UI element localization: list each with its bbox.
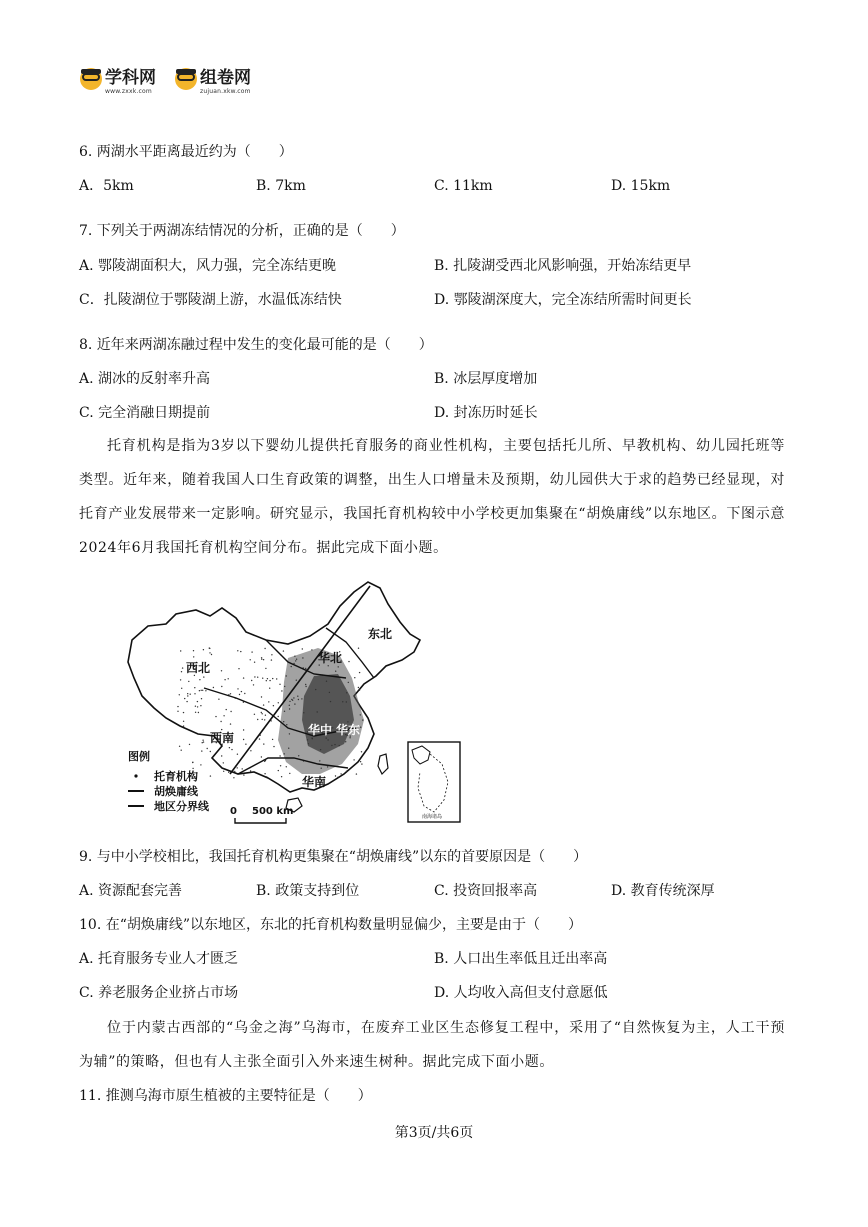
q7-option-a: A. 鄂陵湖面积大，风力强，完全冻结更晚 — [79, 258, 337, 274]
childcare-dot — [199, 679, 200, 680]
childcare-dot — [229, 747, 230, 748]
childcare-dot — [220, 721, 221, 722]
childcare-dot — [280, 765, 281, 766]
childcare-dot — [192, 762, 193, 763]
scale-bar — [235, 818, 286, 823]
q9-stem: 9. 与中小学校相比，我国托育机构更集聚在“胡焕庸线”以东的首要原因是（ ） — [79, 849, 588, 865]
childcare-dot — [241, 691, 242, 692]
childcare-dot — [278, 770, 279, 771]
childcare-dot — [245, 744, 246, 745]
childcare-dot — [233, 777, 234, 778]
childcare-dot — [180, 650, 181, 651]
childcare-dot — [272, 678, 273, 679]
childcare-dot — [201, 698, 202, 699]
childcare-dot — [224, 679, 225, 680]
childcare-dot — [183, 712, 184, 713]
q10-option-d: D. 人均收入高但支付意愿低 — [434, 985, 608, 1001]
childcare-dot — [326, 737, 327, 738]
childcare-dot — [250, 770, 251, 771]
childcare-dot — [186, 701, 187, 702]
childcare-dot — [210, 751, 211, 752]
childcare-dot — [226, 709, 227, 710]
childcare-dot — [268, 701, 269, 702]
childcare-dot — [359, 672, 360, 673]
childcare-dot — [319, 760, 320, 761]
childcare-dot — [289, 708, 290, 709]
childcare-dot — [259, 738, 260, 739]
childcare-dot — [298, 699, 299, 700]
childcare-dot — [183, 721, 184, 722]
childcare-dot — [197, 706, 198, 707]
region-label-dongbei: 东北 — [368, 627, 393, 641]
childcare-dot — [317, 711, 318, 712]
q8-option-a: A. 湖冰的反射率升高 — [79, 371, 211, 387]
childcare-dot — [346, 701, 347, 702]
childcare-dot — [243, 677, 244, 678]
childcare-dot — [330, 701, 331, 702]
childcare-dot — [307, 739, 308, 740]
childcare-dot — [193, 656, 194, 657]
childcare-dot — [211, 654, 212, 655]
childcare-dot — [181, 671, 182, 672]
childcare-dot — [265, 715, 266, 716]
childcare-dot — [359, 690, 360, 691]
q7-option-b: B. 扎陵湖受西北风影响强，开始冻结更早 — [434, 258, 692, 274]
childcare-dot — [284, 711, 285, 712]
childcare-dot — [202, 742, 203, 743]
legend-item-boundary: 地区分界线 — [154, 800, 209, 813]
childcare-dot — [262, 678, 263, 679]
childcare-dot — [250, 659, 251, 660]
childcare-dot — [286, 724, 287, 725]
childcare-dot — [315, 689, 316, 690]
childcare-dot — [261, 657, 262, 658]
childcare-dot — [238, 668, 239, 669]
childcare-dot — [207, 748, 208, 749]
childcare-dot — [293, 697, 294, 698]
childcare-dot — [358, 687, 359, 688]
childcare-dot — [286, 675, 287, 676]
logo-zxxk-icon — [80, 68, 102, 90]
q10-option-b: B. 人口出生率低且迁出率高 — [434, 951, 608, 967]
q11-stem: 11. 推测乌海市原生植被的主要特征是（ ） — [79, 1088, 372, 1104]
childcare-dot — [289, 733, 290, 734]
childcare-dot — [243, 729, 244, 730]
scale-zero: 0 — [230, 806, 237, 817]
childcare-dot — [342, 701, 343, 702]
childcare-dot — [199, 690, 200, 691]
q6-stem: 6. 两湖水平距离最近约为（ ） — [79, 144, 293, 160]
childcare-dot — [234, 771, 235, 772]
childcare-dot — [230, 723, 231, 724]
q10-option-a: A. 托育服务专业人才匮乏 — [79, 951, 239, 967]
childcare-dot — [213, 687, 214, 688]
childcare-dot — [262, 719, 263, 720]
childcare-dot — [183, 725, 184, 726]
childcare-dot — [189, 744, 190, 745]
childcare-dot — [237, 754, 238, 755]
childcare-dot — [291, 666, 292, 667]
childcare-dot — [177, 711, 178, 712]
childcare-dot — [198, 712, 199, 713]
childcare-dot — [305, 668, 306, 669]
legend-item-childcare: 托育机构 — [154, 770, 198, 783]
childcare-dot — [205, 690, 206, 691]
childcare-dot — [209, 652, 210, 653]
childcare-dot — [237, 650, 238, 651]
childcare-dot — [331, 745, 332, 746]
childcare-dot — [194, 693, 195, 694]
logo-zujuan-url: zujuan.xkw.com — [200, 88, 251, 95]
childcare-dot — [265, 668, 266, 669]
childcare-dot — [237, 688, 238, 689]
childcare-dot — [361, 751, 362, 752]
childcare-dot — [257, 719, 258, 720]
q6-option-c: C. 11km — [434, 178, 493, 194]
childcare-dot — [264, 719, 265, 720]
childcare-dot — [200, 705, 201, 706]
childcare-dot — [308, 743, 309, 744]
childcare-dot — [240, 651, 241, 652]
childcare-dot — [269, 688, 270, 689]
childcare-dot — [267, 678, 268, 679]
childcare-dot — [273, 705, 274, 706]
childcare-dot — [335, 671, 336, 672]
childcare-dot — [328, 665, 329, 666]
childcare-dot — [218, 699, 219, 700]
childcare-dot — [297, 696, 298, 697]
childcare-dot — [223, 771, 224, 772]
childcare-dot — [202, 690, 203, 691]
childcare-dot — [332, 727, 333, 728]
childcare-dot — [215, 716, 216, 717]
childcare-dot — [301, 698, 302, 699]
q9-option-b: B. 政策支持到位 — [256, 883, 360, 899]
childcare-dot — [181, 688, 182, 689]
childcare-dot — [221, 670, 222, 671]
childcare-dot — [263, 704, 264, 705]
childcare-dot — [261, 696, 262, 697]
childcare-dot — [327, 739, 328, 740]
childcare-dot — [261, 659, 262, 660]
q8-stem: 8. 近年来两湖冻融过程中发生的变化最可能的是（ ） — [79, 337, 433, 353]
childcare-dot — [201, 750, 202, 751]
childcare-dot — [362, 719, 363, 720]
q7-option-d: D. 鄂陵湖深度大，完全冻结所需时间更长 — [434, 292, 692, 308]
childcare-dot — [320, 749, 321, 750]
childcare-dot — [179, 746, 180, 747]
q7-stem: 7. 下列关于两湖冻结情况的分析，正确的是（ ） — [79, 223, 405, 239]
childcare-dot — [311, 737, 312, 738]
legend-title: 图例 — [128, 750, 150, 763]
childcare-dot — [195, 712, 196, 713]
childcare-dot — [283, 650, 284, 651]
childcare-dot — [237, 767, 238, 768]
childcare-dot — [200, 764, 201, 765]
q6-option-b: B. 7km — [256, 178, 306, 194]
childcare-dot — [266, 776, 267, 777]
region-label-huabei: 华北 — [318, 651, 343, 665]
childcare-dot — [182, 667, 183, 668]
childcare-dot — [254, 714, 255, 715]
childcare-dot — [264, 648, 265, 649]
q9-option-d: D. 教育传统深厚 — [611, 883, 715, 899]
childcare-dot — [271, 659, 272, 660]
q8-option-b: B. 冰层厚度增加 — [434, 371, 538, 387]
childcare-dot — [195, 706, 196, 707]
childcare-dot — [244, 693, 245, 694]
childcare-dot — [303, 712, 304, 713]
childcare-dot — [289, 701, 290, 702]
q8-option-d: D. 封冻历时延长 — [434, 405, 538, 421]
childcare-dot — [242, 768, 243, 769]
childcare-dot — [257, 677, 258, 678]
childcare-dot — [190, 694, 191, 695]
childcare-dot — [295, 660, 296, 661]
region-label-xinan: 西南 — [210, 731, 235, 745]
childcare-dot — [337, 777, 338, 778]
childcare-dot — [348, 661, 349, 662]
logo-zxxk-url: www.zxxk.com — [105, 88, 152, 95]
region-label-huanan: 华南 — [302, 775, 327, 789]
childcare-dot — [251, 651, 252, 652]
childcare-dot — [298, 755, 299, 756]
childcare-dot — [193, 650, 194, 651]
childcare-dot — [305, 684, 306, 685]
childcare-dot — [223, 762, 224, 763]
childcare-dot — [261, 756, 262, 757]
q8-option-c: C. 完全消融日期提前 — [79, 405, 211, 421]
childcare-dot — [223, 715, 224, 716]
childcare-dot — [321, 768, 322, 769]
childcare-dot — [266, 680, 267, 681]
childcare-dot — [269, 680, 270, 681]
passage-childcare-text: 托育机构是指为3岁以下婴幼儿提供托育服务的商业性机构，主要包括托儿所、早教机构、幼儿园托班等类型。近年来，随着我国人口生育政策的调整，出生人口增量未及预期，幼儿园供大于求的趋势已经显现，对托育产业发展带来一定影响。研究显示，我国托育机构较中小学校更加集聚在“胡焕庸线”以东地区。下图示意2024年6月我国托育机构空间分布。据此完成下面小题。 — [79, 438, 785, 556]
q9-option-a: A. 资源配套完善 — [79, 883, 183, 899]
childcare-dot — [231, 749, 232, 750]
passage-wuhai — [79, 1011, 785, 1079]
childcare-dot — [203, 649, 204, 650]
childcare-dot — [179, 694, 180, 695]
childcare-dot — [348, 682, 349, 683]
childcare-dot — [250, 750, 251, 751]
childcare-dot — [294, 656, 295, 657]
q7-option-c: C．扎陵湖位于鄂陵湖上游，水温低冻结快 — [79, 292, 342, 308]
childcare-dot — [302, 657, 303, 658]
childcare-dot — [228, 772, 229, 773]
q6-option-a: A．5km — [79, 178, 134, 194]
childcare-dot — [177, 706, 178, 707]
childcare-dot — [305, 686, 306, 687]
legend-item-hu-line: 胡焕庸线 — [154, 785, 198, 798]
china-outline — [128, 582, 420, 792]
childcare-dot — [264, 773, 265, 774]
childcare-dot — [358, 648, 359, 649]
scale-label: 500 km — [252, 806, 294, 817]
childcare-dot — [263, 659, 264, 660]
childcare-dot — [201, 690, 202, 691]
childcare-dot — [188, 681, 189, 682]
childcare-dot — [202, 740, 203, 741]
childcare-dot — [251, 680, 252, 681]
childcare-dot — [230, 711, 231, 712]
q6-option-d: D. 15km — [611, 178, 671, 194]
childcare-dot — [276, 678, 277, 679]
childcare-distribution-map — [118, 578, 470, 828]
childcare-dot — [283, 721, 284, 722]
childcare-dot — [273, 746, 274, 747]
childcare-dot — [278, 702, 279, 703]
childcare-dot — [279, 684, 280, 685]
childcare-dot — [210, 775, 211, 776]
logo-zujuan-icon — [175, 68, 197, 90]
childcare-dot — [272, 739, 273, 740]
q10-stem: 10. 在“胡焕庸线”以东地区，东北的托育机构数量明显偏少，主要是由于（ ） — [79, 917, 583, 933]
childcare-dot — [296, 680, 297, 681]
childcare-dot — [339, 745, 340, 746]
childcare-dot — [334, 744, 335, 745]
childcare-dot — [187, 693, 188, 694]
childcare-dot — [338, 666, 339, 667]
childcare-dot — [254, 662, 255, 663]
childcare-dot — [327, 766, 328, 767]
region-label-huadong: 华东 — [336, 723, 361, 737]
childcare-dot — [284, 686, 285, 687]
childcare-dot — [356, 773, 357, 774]
childcare-dot — [230, 693, 231, 694]
page-number: 第3页/共6页 — [394, 1125, 474, 1141]
childcare-dot — [361, 763, 362, 764]
childcare-dot — [281, 776, 282, 777]
q10-option-c: C. 养老服务企业挤占市场 — [79, 985, 239, 1001]
childcare-dot — [278, 716, 279, 717]
childcare-dot — [326, 681, 327, 682]
childcare-dot — [243, 774, 244, 775]
childcare-dot — [263, 743, 264, 744]
childcare-dot — [254, 676, 255, 677]
childcare-dot — [281, 690, 282, 691]
passage-childcare — [79, 429, 785, 565]
childcare-dot — [360, 727, 361, 728]
inset-label: 南海诸岛 — [422, 814, 443, 820]
childcare-dot — [291, 699, 292, 700]
childcare-dot — [228, 678, 229, 679]
childcare-dot — [203, 676, 204, 677]
taiwan-island — [378, 754, 388, 774]
childcare-dot — [340, 773, 341, 774]
passage-wuhai-text: 位于内蒙古西部的“乌金之海”乌海市，在废弃工业区生态修复工程中，采用了“自然恢复为主，人工干预为辅”的策略，但也有人主张全面引入外来速生树种。据此完成下面小题。 — [79, 1020, 785, 1070]
logo-zxxk-name: 学科网 — [105, 68, 156, 88]
logo-zxxk — [80, 68, 156, 96]
childcare-dot — [184, 698, 185, 699]
childcare-dot — [239, 694, 240, 695]
childcare-dot — [296, 659, 297, 660]
region-label-huazhong: 华中 — [308, 723, 333, 737]
childcare-dot — [360, 761, 361, 762]
childcare-dot — [346, 692, 347, 693]
childcare-dot — [221, 686, 222, 687]
childcare-dot — [262, 713, 263, 714]
logo-zujuan — [175, 68, 251, 96]
childcare-dot — [288, 748, 289, 749]
childcare-dot — [311, 649, 312, 650]
childcare-dot — [221, 755, 222, 756]
childcare-dot — [294, 703, 295, 704]
childcare-dot — [194, 687, 195, 688]
childcare-dot — [180, 679, 181, 680]
childcare-dot — [209, 648, 210, 649]
childcare-dot — [289, 705, 290, 706]
childcare-dot — [302, 648, 303, 649]
logo-zujuan-name: 组卷网 — [200, 68, 251, 88]
childcare-dot — [345, 741, 346, 742]
childcare-dot — [286, 766, 287, 767]
childcare-dot — [289, 773, 290, 774]
region-label-xibei: 西北 — [186, 661, 211, 675]
childcare-dot — [187, 695, 188, 696]
childcare-dot — [243, 739, 244, 740]
childcare-dot — [284, 753, 285, 754]
childcare-dot — [360, 714, 361, 715]
childcare-dot — [253, 684, 254, 685]
childcare-dot — [279, 755, 280, 756]
childcare-dot — [181, 750, 182, 751]
childcare-dot — [354, 677, 355, 678]
childcare-dot — [346, 771, 347, 772]
q9-option-c: C. 投资回报率高 — [434, 883, 538, 899]
childcare-dot — [353, 759, 354, 760]
childcare-dot — [261, 712, 262, 713]
childcare-dot — [335, 775, 336, 776]
childcare-dot — [329, 692, 330, 693]
childcare-dot — [349, 737, 350, 738]
childcare-dot — [271, 654, 272, 655]
childcare-dot — [203, 741, 204, 742]
childcare-dot — [192, 768, 193, 769]
legend-dot-icon — [134, 774, 137, 777]
childcare-dot — [197, 701, 198, 702]
